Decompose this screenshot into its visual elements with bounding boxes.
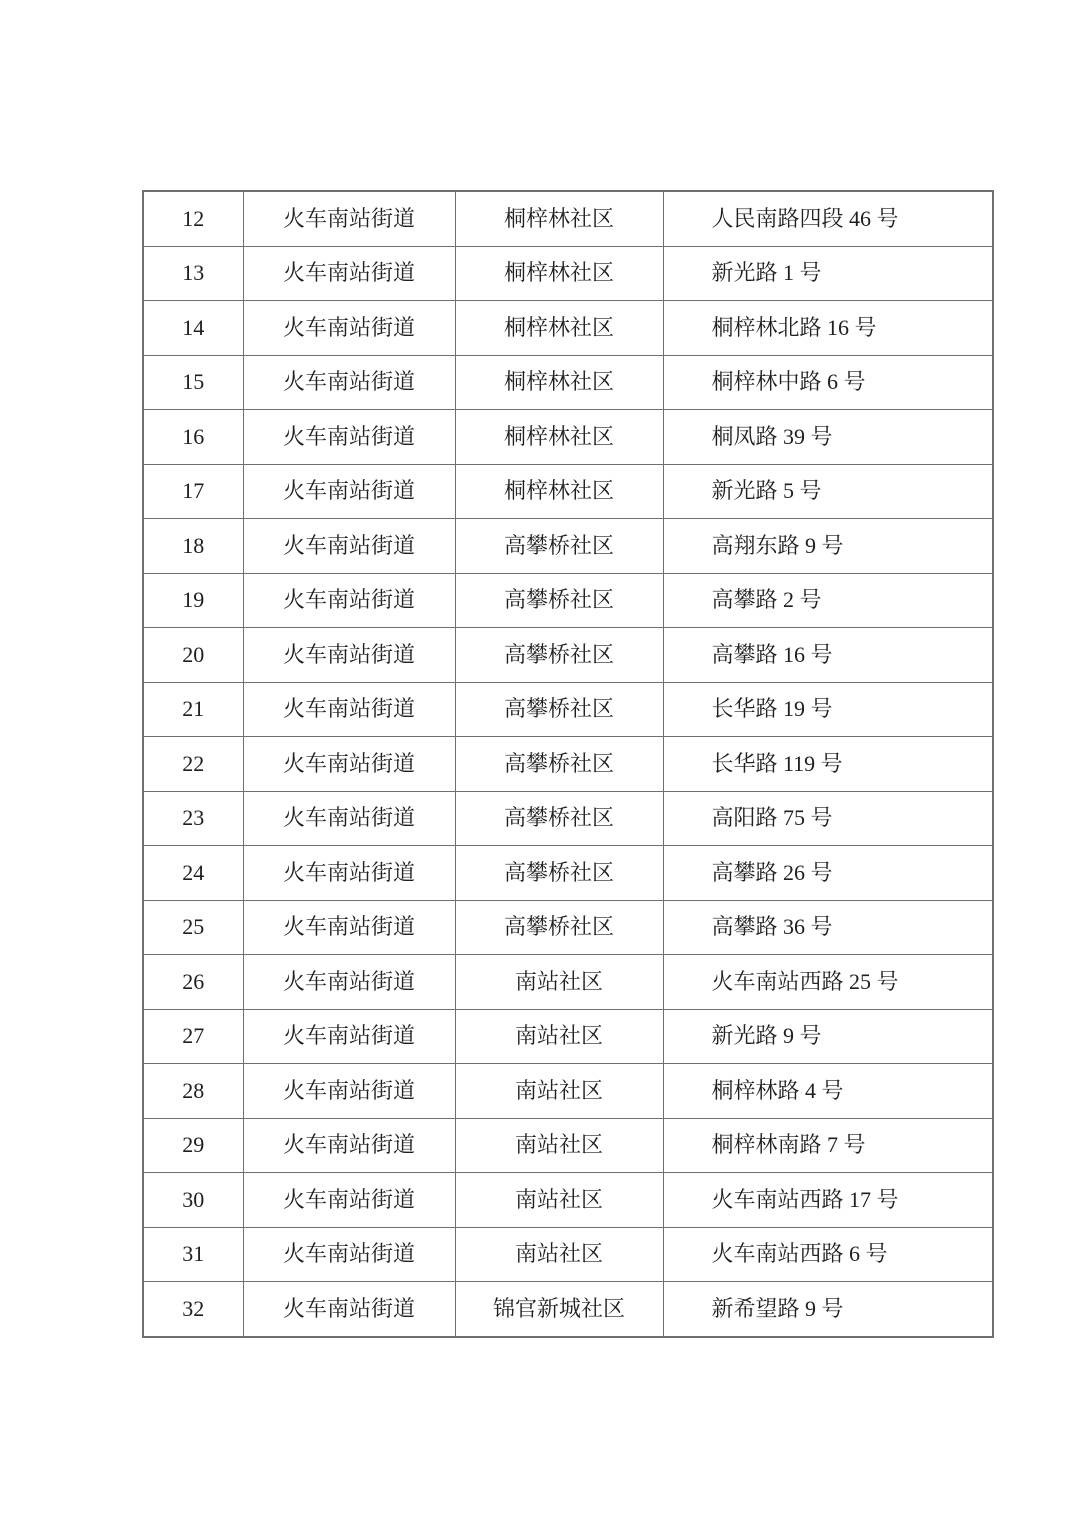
- row-address: 长华路 19 号: [663, 682, 993, 737]
- row-address: 高攀路 16 号: [663, 628, 993, 683]
- row-street: 火车南站街道: [243, 628, 455, 683]
- row-street: 火车南站街道: [243, 519, 455, 574]
- row-address: 高攀路 26 号: [663, 846, 993, 901]
- table-row: [143, 1227, 993, 1282]
- row-index: 27: [143, 1009, 243, 1064]
- row-address: 长华路 119 号: [663, 737, 993, 792]
- row-address: 高攀路 36 号: [663, 900, 993, 955]
- row-street: 火车南站街道: [243, 301, 455, 356]
- row-index: 32: [143, 1282, 243, 1337]
- row-index: 18: [143, 519, 243, 574]
- row-street: 火车南站街道: [243, 1282, 455, 1337]
- row-address: 高攀路 2 号: [663, 573, 993, 628]
- table-row: [143, 1064, 993, 1119]
- table-row: [143, 519, 993, 574]
- row-address: 桐梓林北路 16 号: [663, 301, 993, 356]
- row-index: 24: [143, 846, 243, 901]
- row-street: 火车南站街道: [243, 900, 455, 955]
- row-index: 19: [143, 573, 243, 628]
- address-table: [142, 190, 994, 1338]
- table-row: [143, 1282, 993, 1337]
- row-street: 火车南站街道: [243, 410, 455, 465]
- row-community: 南站社区: [455, 1064, 663, 1119]
- row-address: 桐梓林南路 7 号: [663, 1118, 993, 1173]
- row-community: 高攀桥社区: [455, 519, 663, 574]
- row-community: 桐梓林社区: [455, 301, 663, 356]
- table-row: [143, 1009, 993, 1064]
- row-community: 南站社区: [455, 1009, 663, 1064]
- row-index: 14: [143, 301, 243, 356]
- row-street: 火车南站街道: [243, 573, 455, 628]
- row-index: 15: [143, 355, 243, 410]
- row-street: 火车南站街道: [243, 246, 455, 301]
- row-community: 高攀桥社区: [455, 682, 663, 737]
- row-street: 火车南站街道: [243, 1227, 455, 1282]
- row-community: 桐梓林社区: [455, 191, 663, 246]
- table-row: [143, 1118, 993, 1173]
- table-row: [143, 410, 993, 465]
- row-community: 桐梓林社区: [455, 355, 663, 410]
- row-community: 高攀桥社区: [455, 900, 663, 955]
- row-index: 23: [143, 791, 243, 846]
- table-row: [143, 737, 993, 792]
- row-address: 火车南站西路 17 号: [663, 1173, 993, 1228]
- row-street: 火车南站街道: [243, 1173, 455, 1228]
- row-street: 火车南站街道: [243, 191, 455, 246]
- row-street: 火车南站街道: [243, 737, 455, 792]
- row-community: 桐梓林社区: [455, 246, 663, 301]
- row-community: 高攀桥社区: [455, 791, 663, 846]
- row-community: 桐梓林社区: [455, 410, 663, 465]
- row-index: 17: [143, 464, 243, 519]
- row-community: 高攀桥社区: [455, 628, 663, 683]
- row-address: 火车南站西路 6 号: [663, 1227, 993, 1282]
- row-index: 30: [143, 1173, 243, 1228]
- row-address: 人民南路四段 46 号: [663, 191, 993, 246]
- table-row: [143, 464, 993, 519]
- row-community: 南站社区: [455, 1227, 663, 1282]
- row-index: 22: [143, 737, 243, 792]
- row-community: 高攀桥社区: [455, 573, 663, 628]
- row-address: 桐梓林路 4 号: [663, 1064, 993, 1119]
- row-address: 新光路 9 号: [663, 1009, 993, 1064]
- row-community: 桐梓林社区: [455, 464, 663, 519]
- row-street: 火车南站街道: [243, 464, 455, 519]
- row-community: 南站社区: [455, 1173, 663, 1228]
- row-street: 火车南站街道: [243, 1009, 455, 1064]
- row-index: 12: [143, 191, 243, 246]
- row-address: 高阳路 75 号: [663, 791, 993, 846]
- table-row: [143, 1173, 993, 1228]
- row-community: 南站社区: [455, 1118, 663, 1173]
- table-row: [143, 301, 993, 356]
- row-address: 新希望路 9 号: [663, 1282, 993, 1337]
- row-address: 火车南站西路 25 号: [663, 955, 993, 1010]
- row-street: 火车南站街道: [243, 846, 455, 901]
- row-index: 20: [143, 628, 243, 683]
- table-row: [143, 246, 993, 301]
- row-street: 火车南站街道: [243, 955, 455, 1010]
- row-street: 火车南站街道: [243, 1064, 455, 1119]
- row-community: 南站社区: [455, 955, 663, 1010]
- table-row: [143, 191, 993, 246]
- row-index: 26: [143, 955, 243, 1010]
- row-street: 火车南站街道: [243, 355, 455, 410]
- table-row: [143, 791, 993, 846]
- row-address: 桐凤路 39 号: [663, 410, 993, 465]
- row-street: 火车南站街道: [243, 1118, 455, 1173]
- table-row: [143, 955, 993, 1010]
- table-row: [143, 355, 993, 410]
- row-community: 高攀桥社区: [455, 846, 663, 901]
- row-address: 桐梓林中路 6 号: [663, 355, 993, 410]
- table-row: [143, 900, 993, 955]
- row-street: 火车南站街道: [243, 682, 455, 737]
- row-index: 16: [143, 410, 243, 465]
- table-row: [143, 573, 993, 628]
- table-row: [143, 628, 993, 683]
- row-address: 新光路 1 号: [663, 246, 993, 301]
- row-index: 13: [143, 246, 243, 301]
- row-address: 新光路 5 号: [663, 464, 993, 519]
- table-row: [143, 846, 993, 901]
- row-street: 火车南站街道: [243, 791, 455, 846]
- row-community: 锦官新城社区: [455, 1282, 663, 1337]
- row-address: 高翔东路 9 号: [663, 519, 993, 574]
- row-index: 25: [143, 900, 243, 955]
- row-index: 28: [143, 1064, 243, 1119]
- row-index: 21: [143, 682, 243, 737]
- row-index: 31: [143, 1227, 243, 1282]
- table-row: [143, 682, 993, 737]
- row-index: 29: [143, 1118, 243, 1173]
- row-community: 高攀桥社区: [455, 737, 663, 792]
